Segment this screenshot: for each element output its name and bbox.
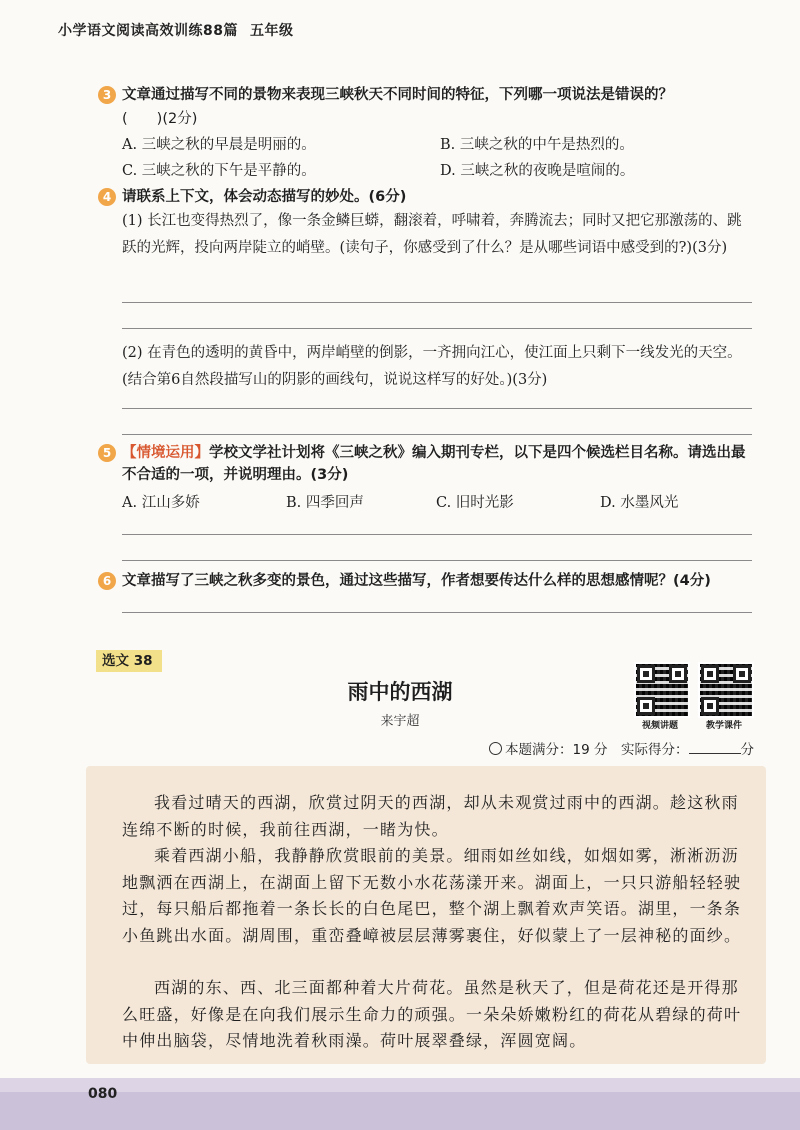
qr-code-courseware[interactable] — [698, 662, 754, 718]
answer-line[interactable] — [122, 408, 752, 409]
option-b[interactable]: B. 四季回声 — [286, 495, 364, 511]
qr-label-courseware: 教学课件 — [705, 721, 742, 731]
answer-line[interactable] — [122, 328, 752, 329]
answer-line[interactable] — [122, 302, 752, 303]
passage-title: 雨中的西湖 — [347, 679, 453, 704]
passage-author: 来宇超 — [380, 714, 420, 729]
question-text: 文章描写了三峡之秋多变的景色，通过这些描写，作者想要传达什么样的思想感情呢？(4分) — [122, 573, 711, 589]
option-a[interactable]: A. 江山多娇 — [122, 495, 200, 511]
sub-question-2: (2) 在青色的透明的黄昏中，两岸峭壁的倒影，一齐拥向江心，使江面上只剩下一线发光的天空。(结合第6自然段描写山的阴影的画线句，说说这样写的好处。)(3分) — [122, 345, 742, 388]
option-d[interactable]: D. 水墨风光 — [600, 495, 679, 511]
sub-question-1: (1) 长江也变得热烈了，像一条金鳞巨蟒，翻滚着，呼啸着，奔腾流去；同时又把它那激荡的、跳跃的光辉，投向两岸陡立的峭壁。(读句子，你感受到了什么？是从哪些词语中感受到的?)(3分) — [122, 213, 742, 256]
answer-line[interactable] — [122, 434, 752, 435]
question-3 — [100, 84, 756, 106]
passage-tag: 选文 38 — [96, 650, 162, 672]
question-number-badge: 4 — [98, 188, 116, 206]
question-body: 学校文学社计划将《三峡之秋》编入期刊专栏，以下是四个候选栏目名称。请选出最不合适的一项，并说明理由。(3分) — [122, 445, 746, 483]
footer-band — [0, 1078, 800, 1130]
option-c[interactable]: C. 三峡之秋的下午是平静的。 — [122, 163, 316, 179]
score-line — [489, 738, 754, 758]
qr-code-video[interactable] — [634, 662, 690, 718]
clock-icon — [489, 742, 502, 755]
question-text: 请联系上下文，体会动态描写的妙处。(6分) — [122, 189, 407, 205]
question-text — [122, 442, 756, 486]
question-number-badge: 3 — [98, 86, 116, 104]
question-6 — [100, 570, 756, 592]
question-4 — [100, 186, 756, 208]
option-d[interactable]: D. 三峡之秋的夜晚是喧闹的。 — [440, 163, 635, 179]
option-c[interactable]: C. 旧时光影 — [436, 495, 514, 511]
question-number-badge: 5 — [98, 444, 116, 462]
score-input[interactable] — [689, 739, 741, 754]
passage-paragraph-3: 西湖的东、西、北三面都种着大片荷花。虽然是秋天了，但是荷花还是开得那么旺盛，好像是在向我们展示生命力的顽强。一朵朵娇嫩粉红的荷花从碧绿的荷叶中伸出脑袋，尽情地洗着秋雨澡。荷叶展翠叠绿，浑圆宽阔。 — [122, 978, 742, 1050]
answer-blank[interactable]: ( )(2分) — [122, 111, 198, 127]
grade-label: 五年级 — [249, 23, 294, 39]
answer-line[interactable] — [122, 612, 752, 613]
question-number-badge: 6 — [98, 572, 116, 590]
question-5 — [100, 442, 756, 486]
option-a[interactable]: A. 三峡之秋的早晨是明丽的。 — [122, 137, 316, 153]
option-b[interactable]: B. 三峡之秋的中午是热烈的。 — [440, 137, 634, 153]
book-title: 小学语文阅读高效训练88篇 — [58, 23, 238, 39]
answer-line[interactable] — [122, 534, 752, 535]
score-unit: 分 — [740, 742, 754, 758]
context-tag: 【情境运用】 — [122, 445, 209, 461]
passage-paragraph-2: 乘着西湖小船，我静静欣赏眼前的美景。细雨如丝如线，如烟如雾，淅淅沥沥地飘洒在西湖上，在湖面上留下无数小水花荡漾开来。湖面上，一只只游船轻轻驶过，每只船后都拖着一条长长的白色尾巴，整个湖上飘着欢声笑语。湖里，一条条小鱼跳出水面。湖周围，重峦叠嶂被层层薄雾裹住，好似蒙上了一层神秘的面纱。 — [122, 846, 742, 945]
answer-line[interactable] — [122, 560, 752, 561]
score-label: 本题满分：19 分 实际得分： — [505, 742, 689, 758]
qr-label-video: 视频讲题 — [641, 721, 678, 731]
passage-paragraph-1: 我看过晴天的西湖，欣赏过阴天的西湖，却从未观赏过雨中的西湖。趁这秋雨连绵不断的时候，我前往西湖，一睹为快。 — [122, 793, 739, 839]
running-header — [58, 20, 293, 40]
page-number: 080 — [88, 1086, 118, 1102]
question-text: 文章通过描写不同的景物来表现三峡秋天不同时间的特征，下列哪一项说法是错误的？ — [122, 87, 673, 103]
